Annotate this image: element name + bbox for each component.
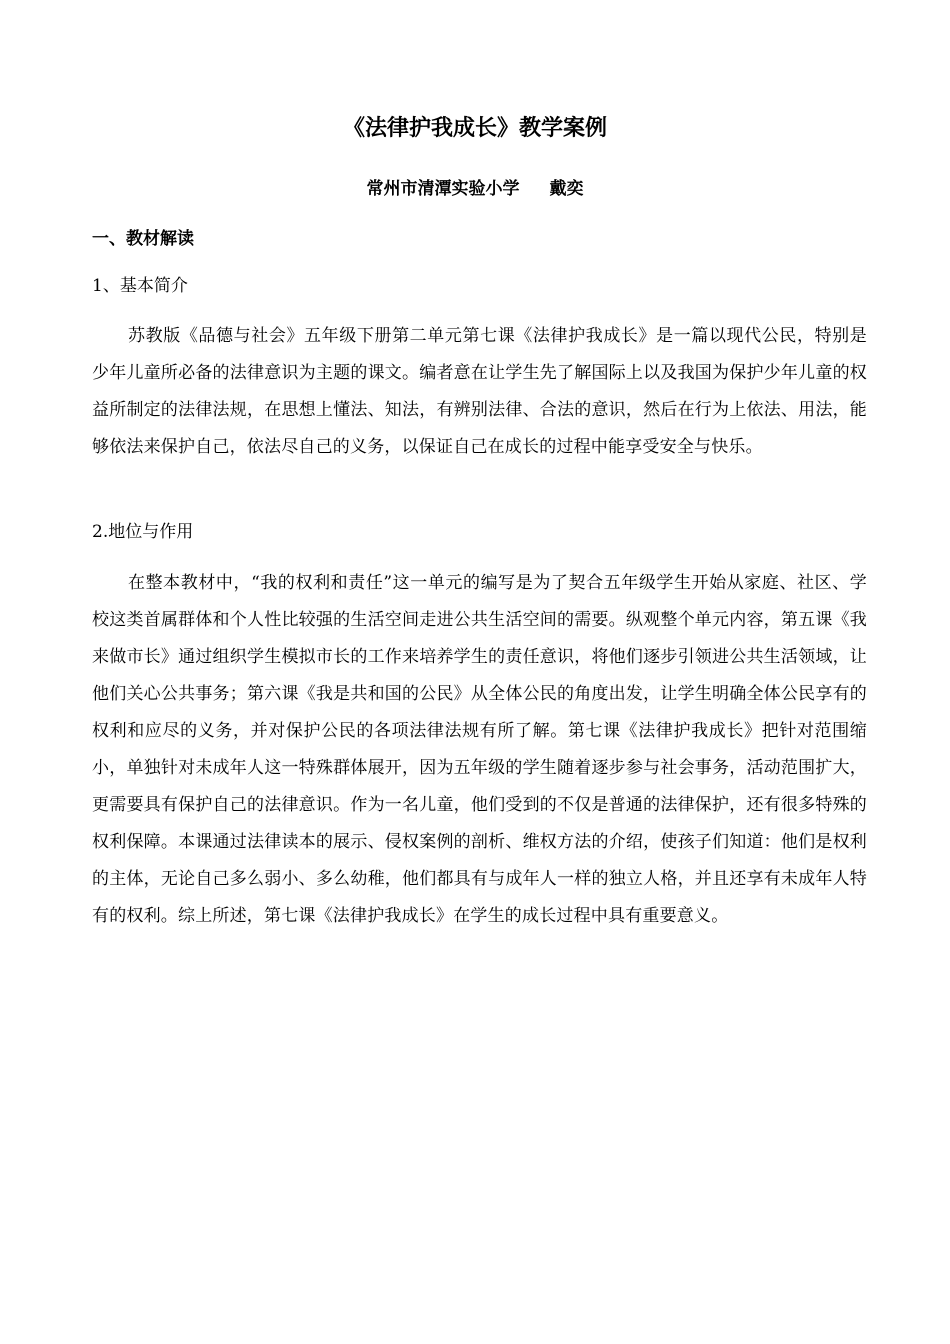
- school-name: 常州市清潭实验小学: [366, 179, 520, 199]
- author-line: [0, 175, 950, 203]
- document-title: 《法律护我成长》教学案例: [342, 115, 607, 141]
- subsection-heading-intro: 1、基本简介: [92, 276, 188, 296]
- paragraph-intro: 苏教版《品德与社会》五年级下册第二单元第七课《法律护我成长》是一篇以现代公民，特别是少年儿童所必备的法律意识为主题的课文。编者意在让学生先了解国际上以及我国为保护少年儿童的权益所制定的法律法规，在思想上懂法、知法，有辨别法律、合法的意识，然后在行为上依法、用法，能够依法来保护自己，依法尽自己的义务，以保证自己在成长的过程中能享受安全与快乐。: [92, 326, 867, 457]
- section-heading: 一、教材解读: [92, 229, 194, 249]
- subsection-heading-role: 2.地位与作用: [92, 522, 194, 542]
- paragraph-role: 在整本教材中，“我的权利和责任”这一单元的编写是为了契合五年级学生开始从家庭、社区、学校这类首属群体和个人性比较强的生活空间走进公共生活空间的需要。纵观整个单元内容，第五课《我来做市长》通过组织学生模拟市长的工作来培养学生的责任意识，将他们逐步引领进公共生活领域，让他们关心公共事务；第六课《我是共和国的公民》从全体公民的角度出发，让学生明确全体公民享有的权利和应尽的义务，并对保护公民的各项法律法规有所了解。第七课《法律护我成长》把针对范围缩小，单独针对未成年人这一特殊群体展开，因为五年级的学生随着逐步参与社会事务，活动范围扩大，更需要具有保护自己的法律意识。作为一名儿童，他们受到的不仅是普通的法律保护，还有很多特殊的权利保障。本课通过法律读本的展示、侵权案例的剖析、维权方法的介绍，使孩子们知道：他们是权利的主体，无论自己多么弱小、多么幼稚，他们都具有与成年人一样的独立人格，并且还享有未成年人特有的权利。综上所述，第七课《法律护我成长》在学生的成长过程中具有重要意义。: [92, 573, 867, 926]
- author-name: 戴奕: [549, 179, 584, 199]
